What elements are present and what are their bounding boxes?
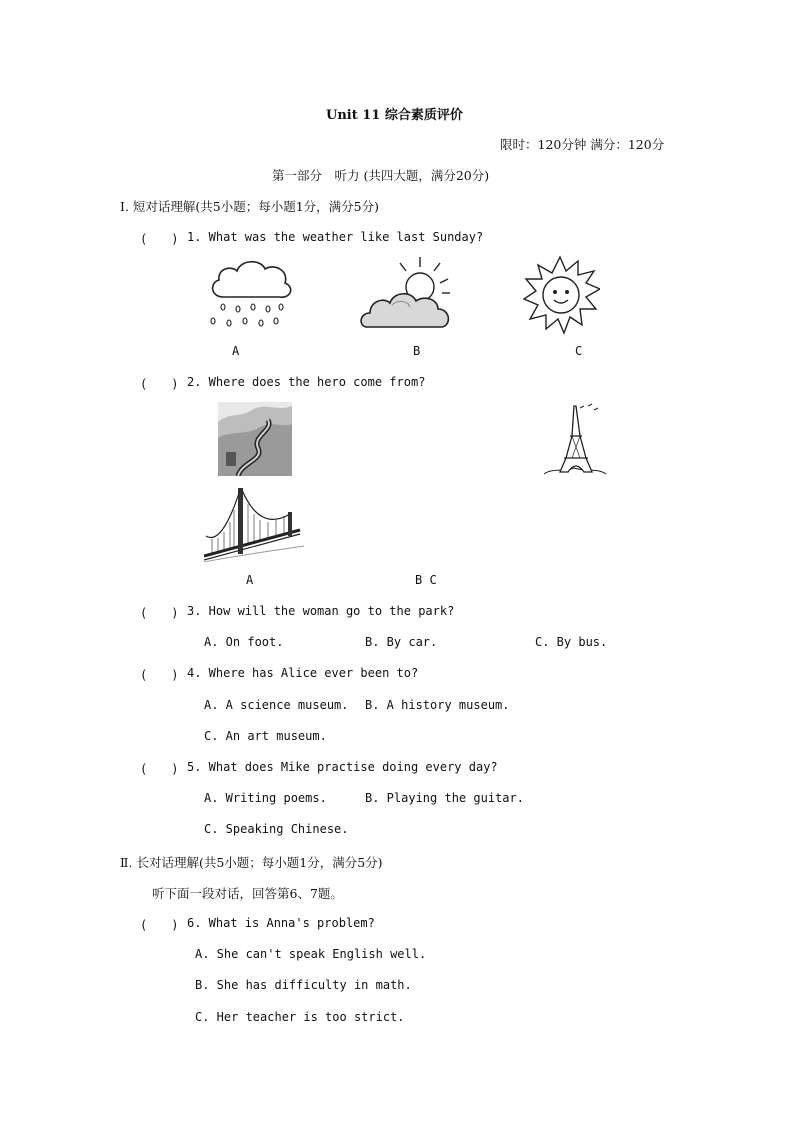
- q4-option-b: B. A history museum.: [365, 698, 510, 712]
- part-title: 第一部分 听力 (共四大题，满分20分): [272, 168, 490, 183]
- q1-option-c-label: C: [575, 344, 583, 358]
- time-score-limits: 限时：120分钟 满分：120分: [500, 137, 665, 152]
- answer-blank-q5[interactable]: ( ): [140, 762, 179, 776]
- question-1-text: 1. What was the weather like last Sunday?: [187, 230, 484, 244]
- q6-option-c: C. Her teacher is too strict.: [195, 1010, 405, 1024]
- q4-option-c: C. An art museum.: [204, 729, 327, 743]
- answer-blank-q4[interactable]: ( ): [140, 668, 179, 682]
- q5-option-c: C. Speaking Chinese.: [204, 822, 349, 836]
- great-wall-icon: [218, 402, 292, 476]
- q6-option-a: A. She can't speak English well.: [195, 947, 427, 961]
- q2-option-bc-labels: B C: [415, 573, 437, 587]
- page-title: Unit 11 综合素质评价: [326, 108, 463, 123]
- answer-blank-q1[interactable]: ( ): [140, 232, 179, 246]
- q5-option-b: B. Playing the guitar.: [365, 791, 524, 805]
- answer-blank-q3[interactable]: ( ): [140, 606, 179, 620]
- question-3-text: 3. How will the woman go to the park?: [187, 604, 455, 618]
- q6-option-b: B. She has difficulty in math.: [195, 978, 412, 992]
- rain-cloud-icon: [205, 255, 295, 330]
- section-2-instruction: 听下面一段对话，回答第6、7题。: [152, 886, 343, 901]
- eiffel-tower-icon: [540, 402, 610, 480]
- question-4-text: 4. Where has Alice ever been to?: [187, 666, 419, 680]
- smiling-sun-icon: [520, 255, 600, 335]
- answer-blank-q6[interactable]: ( ): [140, 918, 179, 932]
- question-5-text: 5. What does Mike practise doing every day?: [187, 760, 498, 774]
- q2-option-a-label: A: [246, 573, 254, 587]
- sun-behind-cloud-icon: [358, 255, 454, 335]
- question-6-text: 6. What is Anna's problem?: [187, 916, 375, 930]
- answer-blank-q2[interactable]: ( ): [140, 377, 179, 391]
- q1-option-b-label: B: [413, 344, 421, 358]
- section-2-heading: Ⅱ. 长对话理解(共5小题；每小题1分，满分5分): [120, 855, 383, 870]
- q5-option-a: A. Writing poems.: [204, 791, 327, 805]
- question-2-text: 2. Where does the hero come from?: [187, 375, 426, 389]
- q3-option-b: B. By car.: [365, 635, 438, 649]
- section-1-heading: Ⅰ. 短对话理解(共5小题；每小题1分，满分5分): [120, 199, 379, 214]
- q3-option-c: C. By bus.: [535, 635, 608, 649]
- q3-option-a: A. On foot.: [204, 635, 284, 649]
- q4-option-a: A. A science museum.: [204, 698, 349, 712]
- q1-option-a-label: A: [232, 344, 240, 358]
- suspension-bridge-icon: [204, 486, 304, 562]
